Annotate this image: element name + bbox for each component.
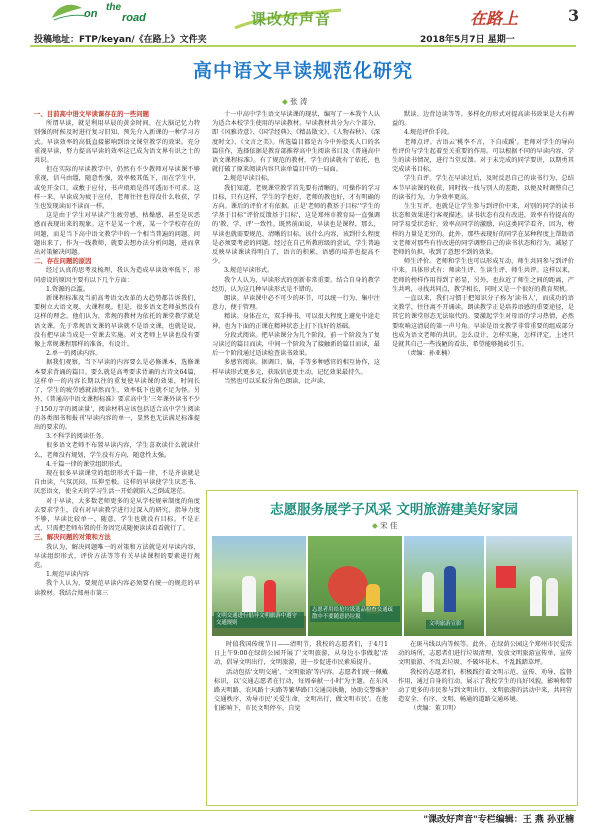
column-name: 课改好声音: [251, 10, 332, 28]
paragraph: 所谓早读，就是利用早晨的黄金时间，在大脑记忆力特别强的时候及时进行复习旧知、预先介入新课的一种学习方式。早读效率的高低直接影响到语文课堂教学的效果。充分重视早读，努力提高早读的效率这已成为语文界有识之士的共识。: [34, 120, 200, 165]
article1-author-name: 张 涛: [290, 97, 308, 106]
caption-3: 文明旅游宣影: [426, 620, 464, 629]
paragraph: 朗读。早读课中必不可少的环节，可以统一行为、集中注意力，便于管理。: [212, 295, 380, 312]
paragraph: 一直以来，我们习惯于把知识分子称为'读书人'，而成功的语文教学，往往离不开诵读。朗读教学正是培养语感的重要途径，是其它的课堂形态无法取代的。要激起学生对母语的学习热情，必然要吹响这清晨的第一声号角。早读是语文教学非常重要的组成部分也成为语文老师的共识。怎么设计，怎样实施，怎样评定，上述只是就其自己一些浅陋的看法，希望能够抛砖引玉。: [392, 295, 574, 349]
logo-word-road: road: [122, 12, 146, 24]
author-marker-icon: ◆: [372, 521, 381, 530]
paragraph: 经过认真的思考及梳理，我认为造成早读效率低下，形同虚设的原因主要有以下几个方面：: [34, 267, 200, 284]
paragraph: 很多语文老师不布置早读内容，学生喜欢读什么就读什么，老师没有规划，学生没有方向，随意性太强。: [34, 442, 200, 459]
issue-date: 2018年5月7日 星期一: [420, 35, 515, 45]
paragraph: 现在很多早读课堂的组织形式千篇一律，不是齐读就是自由读，气氛沉闷，压抑至极。这样的早读使学生厌恶书、厌恶语文，使全天的学习生活一开始就陷入乏倒或迷茫。: [34, 469, 200, 496]
submit-info: 投稿地址：FTP/keyan/《在路上》文件夹: [34, 35, 207, 45]
leaf-icon: [48, 2, 88, 22]
article2-column-1: [214, 640, 388, 800]
paragraph: 新课程标准及当前高考语文改革的大趋势都告诉我们，要树立大语文观、大课程观。但是，很多语文老师虽然没有这样的理念。他们认为，常规的教材为依托的课堂教学就是语文课。先于常规语文课的早读就不是语文课，也就是说，没有把早读当成是一堂课去实施。对文老师上早读也没有要像上常规课程那样的准备，有设计。: [34, 295, 200, 349]
article1-title: 高中语文早读规范化研究: [192, 60, 413, 82]
paragraph: 十一中高中学生语文早读课的现状，编写了一本我个人认为适合本校学生使用的早读教材。早读教材共分为六个部分，即《风雅诗意》、《国学经典》、《精品散文》、《人物春秋》、《深度时文》、《文言之美》。所选篇目都是古今中外脍炙人口的名篇佳作，选择依据是教育部推荐高中生阅读书目及《普通高中语文课程标准》。有了规范的教材，学生的读就有了依托，也就打破了原来阅读内容只读单篇目中的一局面。: [212, 111, 380, 174]
section-heading: 二、存在问题的原因: [34, 257, 92, 266]
caption-1: 文明交通进行倡导文明旅游中遵守交通规则: [214, 612, 304, 628]
paragraph: 据我们观察，当下早读的内容要么是必修课本，选修课本要求背诵的篇目。要么就是高考要求背诵的古诗文64篇，这样单一的内容长期以往的重复使早读课的效果，时间长了，学生的疲劳感就油然而生，效率低下也就不足为怪。另外，《普通高中语文课程标准》要求高中生'三年课外读书不少于150万字的阅读量'，阅读材料应该包括适合高中学生阅读的各类图书和报刊'早读内容的单一，显然也无法满足标准提出的要求的。: [34, 359, 200, 431]
page-number: 3: [568, 6, 580, 25]
logo-word-on: on: [84, 8, 98, 20]
article2-column-2: [398, 640, 572, 800]
logo-word-the: the: [106, 2, 121, 13]
article1-column-1: [34, 110, 200, 597]
article2-title: 志愿服务展学子风采 文明旅游建美好家园: [270, 502, 518, 518]
paragraph: 我们知道，老规课堂教学首先要有清晰的、可操作的学习目标，只有这样，学生的学也好，老师的教也好，才有明确的方向。课后的评价才有依据。正是'老师的教基于目标''学生的学基于目标''评价反馈基于目标'，这是郑州市教育局一直强调的'教、学、评'一致性。既然前面说，早读也是课程，那么，早读也就需要规范、清晰的目标。该什么内容，该到什么程度是必须要考虑的问题。经过在自己所教班级的尝试，学生普遍反映早读课读得明白了，语言的积累、语感的培养也提高不少。: [212, 184, 380, 266]
paragraph: 1.资源的泛滥。: [46, 285, 90, 293]
paragraph: 师生评价。老师和学生也可以形成互动，师生共同参与到评价中来。具体形式有：师读生评、生读生评、师生共评。这样以来，老师的榜样作用得到了彰显，另外，也拉近了师生之间的距离，产生共鸣，寻找共同点，教学相长，同时又是一个很好的教育契机。: [392, 258, 574, 293]
article1-column-2: [212, 110, 380, 484]
paragraph: 当然也可以采取分角色朗读、比声读、: [224, 377, 330, 385]
article1-column-3: [392, 110, 574, 484]
paragraph: 3.规范早读形式。: [224, 267, 274, 275]
article1-author: [282, 96, 308, 107]
paragraph: 分段式阅读。把早读课分为几个阶段，前一个阶段为了复习读过的篇目而读，中间一个阶段为了接触新的篇目而读，最后一个阶段通过适读检查读书效果。: [212, 331, 380, 358]
brand-title: 在路上: [470, 9, 519, 28]
paragraph: 但在实际的早读教学中，仍然有不少教师对早读课不够重视，信马由缰，随意性强，效率极其低下，而在学生中，或免开金口，或敷于应付，书声琅琅是得可透而不可求。这样一来，早读成为疲于应付，老师往往也得没什么收获，学生也发现读而不读而一样。: [34, 166, 200, 211]
paragraph: 2.单一的阅读内容。: [46, 350, 102, 358]
paragraph: （责编：孙亚楠）: [404, 350, 454, 358]
paragraph: 学生自评。学生在早读过后，及时反思自己的读书行为，总结本节早读课的收获，同时找一找与别人的差距，以便及时调整自己的读书行为，力争效率更高。: [392, 175, 574, 201]
paragraph: 活动包括'文明交通'、'文明旅游'等内容。志愿者们统一佩戴标识，以'交通志愿者在行动，每周奉献一小时'为主题，在东风路天明路、农风路十天路等繁华路口交通岗执勤，协助交警维护交通秩序，劝导市民'关爱生命，文明出行，做文明市民'。在他们影响下，市民文明停车，自觉: [214, 668, 388, 713]
footer-editor-credit: "课改好声音"专栏编辑：王 燕 孙亚楠: [423, 815, 574, 825]
paragraph: 老师点评。古语云'桃李不言，下自成蹊'。老师对学生的导向性评价与学生起着至关重要的作用。可以根据不同的早读内容、学生的读书情况，进行当堂反馈。对于未完成的同学要讲，以期勇其完成读书目标。: [392, 138, 574, 174]
article2-author: [372, 520, 398, 531]
paragraph: 我校的志愿者们，积极践行着文明示范、宣传、劝导、监督作用，通过自身的行动，展示了我校学生的良好风貌，影响和带动了更多的市民参与到文明出行、文明旅游的活动中来，共同营造安全、有序、文明、畅通的道路交通环境。: [398, 668, 572, 704]
header-rule: [30, 45, 576, 47]
paragraph: 我个人认为，要规范早读内容必须要有统一的规范的早读教材。我结合郑州市第三: [34, 580, 200, 597]
column-banner: [233, 6, 343, 32]
paragraph: 我个人认为，早读形式的创新非常重要。结合自身的教学经历，认为这几种早读形式是不错的。: [212, 276, 380, 293]
paragraph: 默读、边背边读等等。多样化的形式对提高读书效果是大有裨益的。: [392, 111, 574, 128]
paragraph: 4.规范评价手段。: [404, 129, 454, 137]
paragraph: 生生互评。也就是让学生参与到评价中来，对别的同学的读书状态和效果进行客观描述。读书状态有没有改进，效率有待提高的同学易受状态好，效率高同学的激励，向这类同学看齐，因为，榜样的力量是无穷的。此外，那些表现好的同学在某种程度上帮助语文老师对那些有待改进的同学调整自己的读书状态和行为，减轻了老师的负担，收到了意想不到的效果。: [392, 203, 574, 257]
section-heading: 三、解决问题的对策和方法: [34, 533, 111, 542]
paragraph: 这是由于学生对早读产生疲劳感，枯燥感，甚至是厌恶感而表现出来的现象。这不是某一个班，某一个学校存在的问题，而是当下高中语文教学中的一个相当普遍的问题。问题出来了，作为一线教师，就要去想办法分析问题，进而拿出对策解决问题。: [34, 212, 200, 257]
paragraph: 时值我国传统节日——清明节，我校的志愿者们，于4月1日上午9:00在绿荫公园开展了'文明旅游，从身边小事做起'活动，倡导文明出行，文明旅游，进一步促进市民素质提升。: [214, 641, 388, 667]
paragraph: 多感官阅读。据调口、脑，手等多种感官的相互协作，这样早读形式更多元，获取信息更主动，记忆效果最持久。: [212, 359, 380, 376]
paragraph: 2.规范早读目标。: [224, 175, 274, 183]
paragraph: 精读。身体在立，双手捧书，可以很大程度上避免中途走神，也为下面的正课在精神状态上打下良好的基础。: [212, 313, 380, 330]
article2-author-name: 宋 佳: [380, 521, 398, 530]
section-heading: 一、目前高中语文早读课存在的一些问题: [34, 110, 150, 118]
paragraph: 1.规范早读内容: [46, 571, 90, 579]
paragraph: 对于早读，大多数老师更多的是从学校规章制度的角度去要求学生，没有对早读教学进行过深入的研究，指导力度不够，早读比较单一、随意，学生也就没有目标。不是正式，只需把老师布置的任务因完成随便读读看看就行了。: [34, 497, 200, 533]
paragraph: 4.千篇一律的课堂组织形式。: [46, 460, 127, 468]
paragraph: （责编：董卫明）: [410, 705, 460, 713]
paragraph: 我认为，解决问题唯一的对策和方法就是对早读内容，早读组织形式，评价方法等等有关早读课程的要素进行规范。: [34, 543, 200, 569]
caption-2: 志愿者用给抢垃圾选品检查交通疏散中不要随意扔垃圾: [310, 606, 400, 622]
author-marker-icon: ◆: [282, 97, 291, 106]
footer-rule: [30, 810, 576, 811]
paragraph: 在斑马线以内等候等。此外，在绿荫公园这个郑州市民爱活动的场所，志愿者们进行垃圾清理，发放文明旅游宣传单，宣传文明旅游、不乱丢垃圾、不破坏花木、不乱践踏草坪。: [398, 641, 572, 667]
paragraph: 3.不科学的阅读任务。: [46, 433, 108, 441]
photo-volunteers-group: [486, 536, 572, 636]
